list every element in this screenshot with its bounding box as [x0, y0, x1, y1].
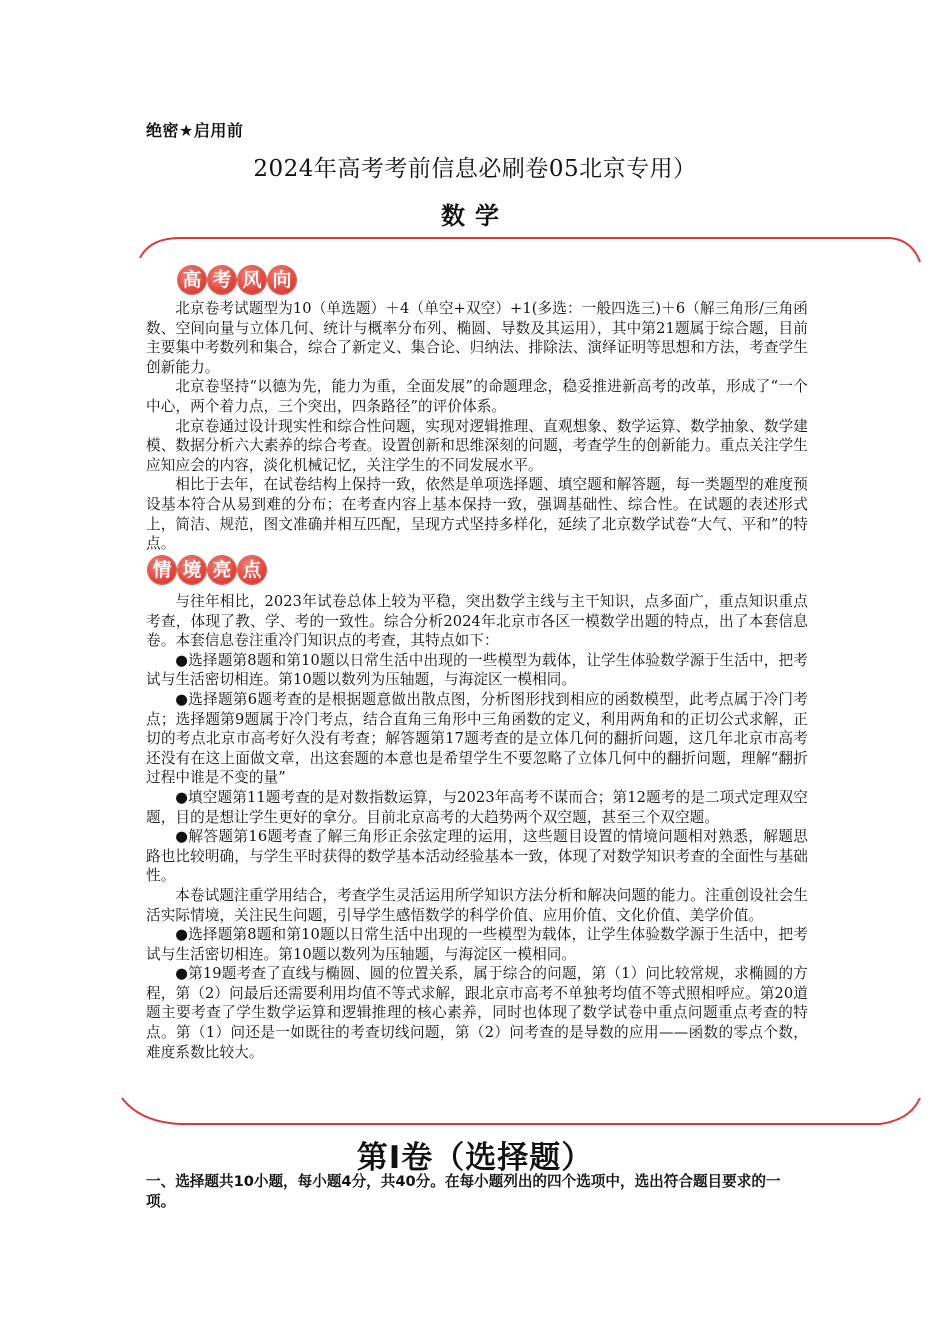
badge-char: 风: [238, 266, 266, 294]
badge-char: 情: [148, 556, 176, 584]
badge-char: 境: [178, 556, 206, 584]
highlight-paragraph: 本卷试题注重学用结合，考查学生灵活运用所学知识方法分析和解决问题的能力。注重创设社会生活实际情境，关注民生问题，引导学生感悟数学的科学价值、应用价值、文化价值、美学价值。: [146, 886, 808, 924]
section-instruction: 一、选择题共10小题，每小题4分，共40分。在每小题列出的四个选项中，选出符合题目要求的一项。: [146, 1173, 781, 1210]
highlight-paragraph: ●选择题第8题和第10题以日常生活中出现的一些模型为载体，让学生体验数学源于生活中，把考试与生活密切相连。第10题以数列为压轴题，与海淀区一模相同。: [146, 926, 808, 963]
paper-title: 2024年高考考前信息必刷卷05北京专用）: [253, 156, 697, 182]
trend-paragraph: 北京卷通过设计现实性和综合性问题，实现对逻辑推理、直观想象、数学运算、数学抽象、数学建模、数据分析六大素养的综合考查。设置创新和思维深刻的问题，考查学生的创新能力。重点关注学生应知应会的内容，淡化机械记忆，关注学生的不同发展水平。: [146, 417, 808, 474]
badge-char: 考: [208, 266, 236, 294]
trend-paragraph: 相比于去年，在试卷结构上保持一致，依然是单项选择题、填空题和解答题，每一类题型的难度预设基本符合从易到难的分布；在考查内容上基本保持一致，强调基础性、综合性。在试题的表述形式上，简洁、规范，图文准确并相互匹配，呈现方式坚持多样化，延续了北京数学试卷“大气、平和”的特点。: [146, 476, 808, 553]
badge-char: 点: [238, 556, 266, 584]
frame-top-curve: [140, 238, 920, 262]
badge-char: 高: [178, 266, 206, 294]
highlight-paragraph: ●选择题第8题和第10题以日常生活中出现的一些模型为载体，让学生体验数学源于生活中，把考试与生活密切相连。第10题以数列为压轴题，与海淀区一模相同。: [146, 651, 808, 689]
trend-section: [146, 299, 808, 554]
badge-trend: [178, 266, 296, 294]
highlight-paragraph: ●选择题第6题考查的是根据题意做出散点图，分析图形找到相应的函数模型，此考点属于冷门考点；选择题第9题属于冷门考点，结合直角三角形中三角函数的定义，利用两角和的正切公式求解，正切的考点北京市高考好久没有考查；解答题第17题考查的是立体几何的翻折问题，这几年北京市高考还没有在这上面做文章，出这套题的本意也是希望学生不要忽略了立体几何中的翻折问题，理解“翻折过程中谁是不变的量”: [146, 690, 808, 787]
confidential-label: 绝密★启用前: [146, 121, 244, 140]
highlight-section: [146, 592, 808, 1062]
badge-char: 亮: [208, 556, 236, 584]
frame-bottom-curve: [122, 1098, 920, 1124]
badge-char: 向: [268, 266, 296, 294]
trend-paragraph: 北京卷考试题型为10（单选题）＋4（单空+双空）+1(多选：一般四选三)＋6（解三角形/三角函数、空间向量与立体几何、统计与概率分布列、椭圆、导数及其运用），其中第21题属于综合题，目前主要集中考数列和集合，综合了新定义、集合论、归纳法、排除法、演绎证明等思想和方法，考查学生创新能力。: [146, 300, 808, 376]
subject-title: 数学: [441, 202, 509, 230]
badge-highlight: [148, 556, 266, 584]
highlight-paragraph: 与往年相比，2023年试卷总体上较为平稳，突出数学主线与主干知识，点多面广，重点知识重点考查，体现了教、学、考的一致性。综合分析2024年北京市各区一模数学出题的特点，出了本套信息卷。本套信息卷注重冷门知识点的考查，其特点如下：: [146, 593, 808, 650]
highlight-paragraph: ●第19题考查了直线与椭圆、圆的位置关系，属于综合的问题，第（1）问比较常规，求椭圆的方程，第（2）问最后还需要利用均值不等式求解，跟北京市高考不单独考均值不等式照相呼应。第20道题主要考查了学生数学运算和逻辑推理的核心素养，同时也体现了数学试卷中重点问题重点考查的特点。第（1）问还是一如既往的考查切线问题，第（2）问考查的是导数的应用——函数的零点个数，难度系数比较大。: [146, 965, 808, 1061]
trend-paragraph: 北京卷坚持“以德为先，能力为重，全面发展”的命题理念，稳妥推进新高考的改革，形成了“一个中心，两个着力点，三个突出，四条路径”的评价体系。: [146, 378, 808, 415]
highlight-paragraph: ●解答题第16题考查了解三角形正余弦定理的运用，这些题目设置的情境问题相对熟悉，解题思路也比较明确，与学生平时获得的数学基本活动经验基本一致，体现了对数学知识考查的全面性与基础性。: [146, 828, 808, 885]
section-title: 第Ⅰ卷（选择题）: [356, 1140, 594, 1176]
highlight-paragraph: ●填空题第11题考查的是对数指数运算，与2023年高考不谋而合；第12题考的是二项式定理双空题，目的是想让学生更好的拿分。目前北京高考的大趋势两个双空题，甚至三个双空题。: [146, 788, 808, 826]
